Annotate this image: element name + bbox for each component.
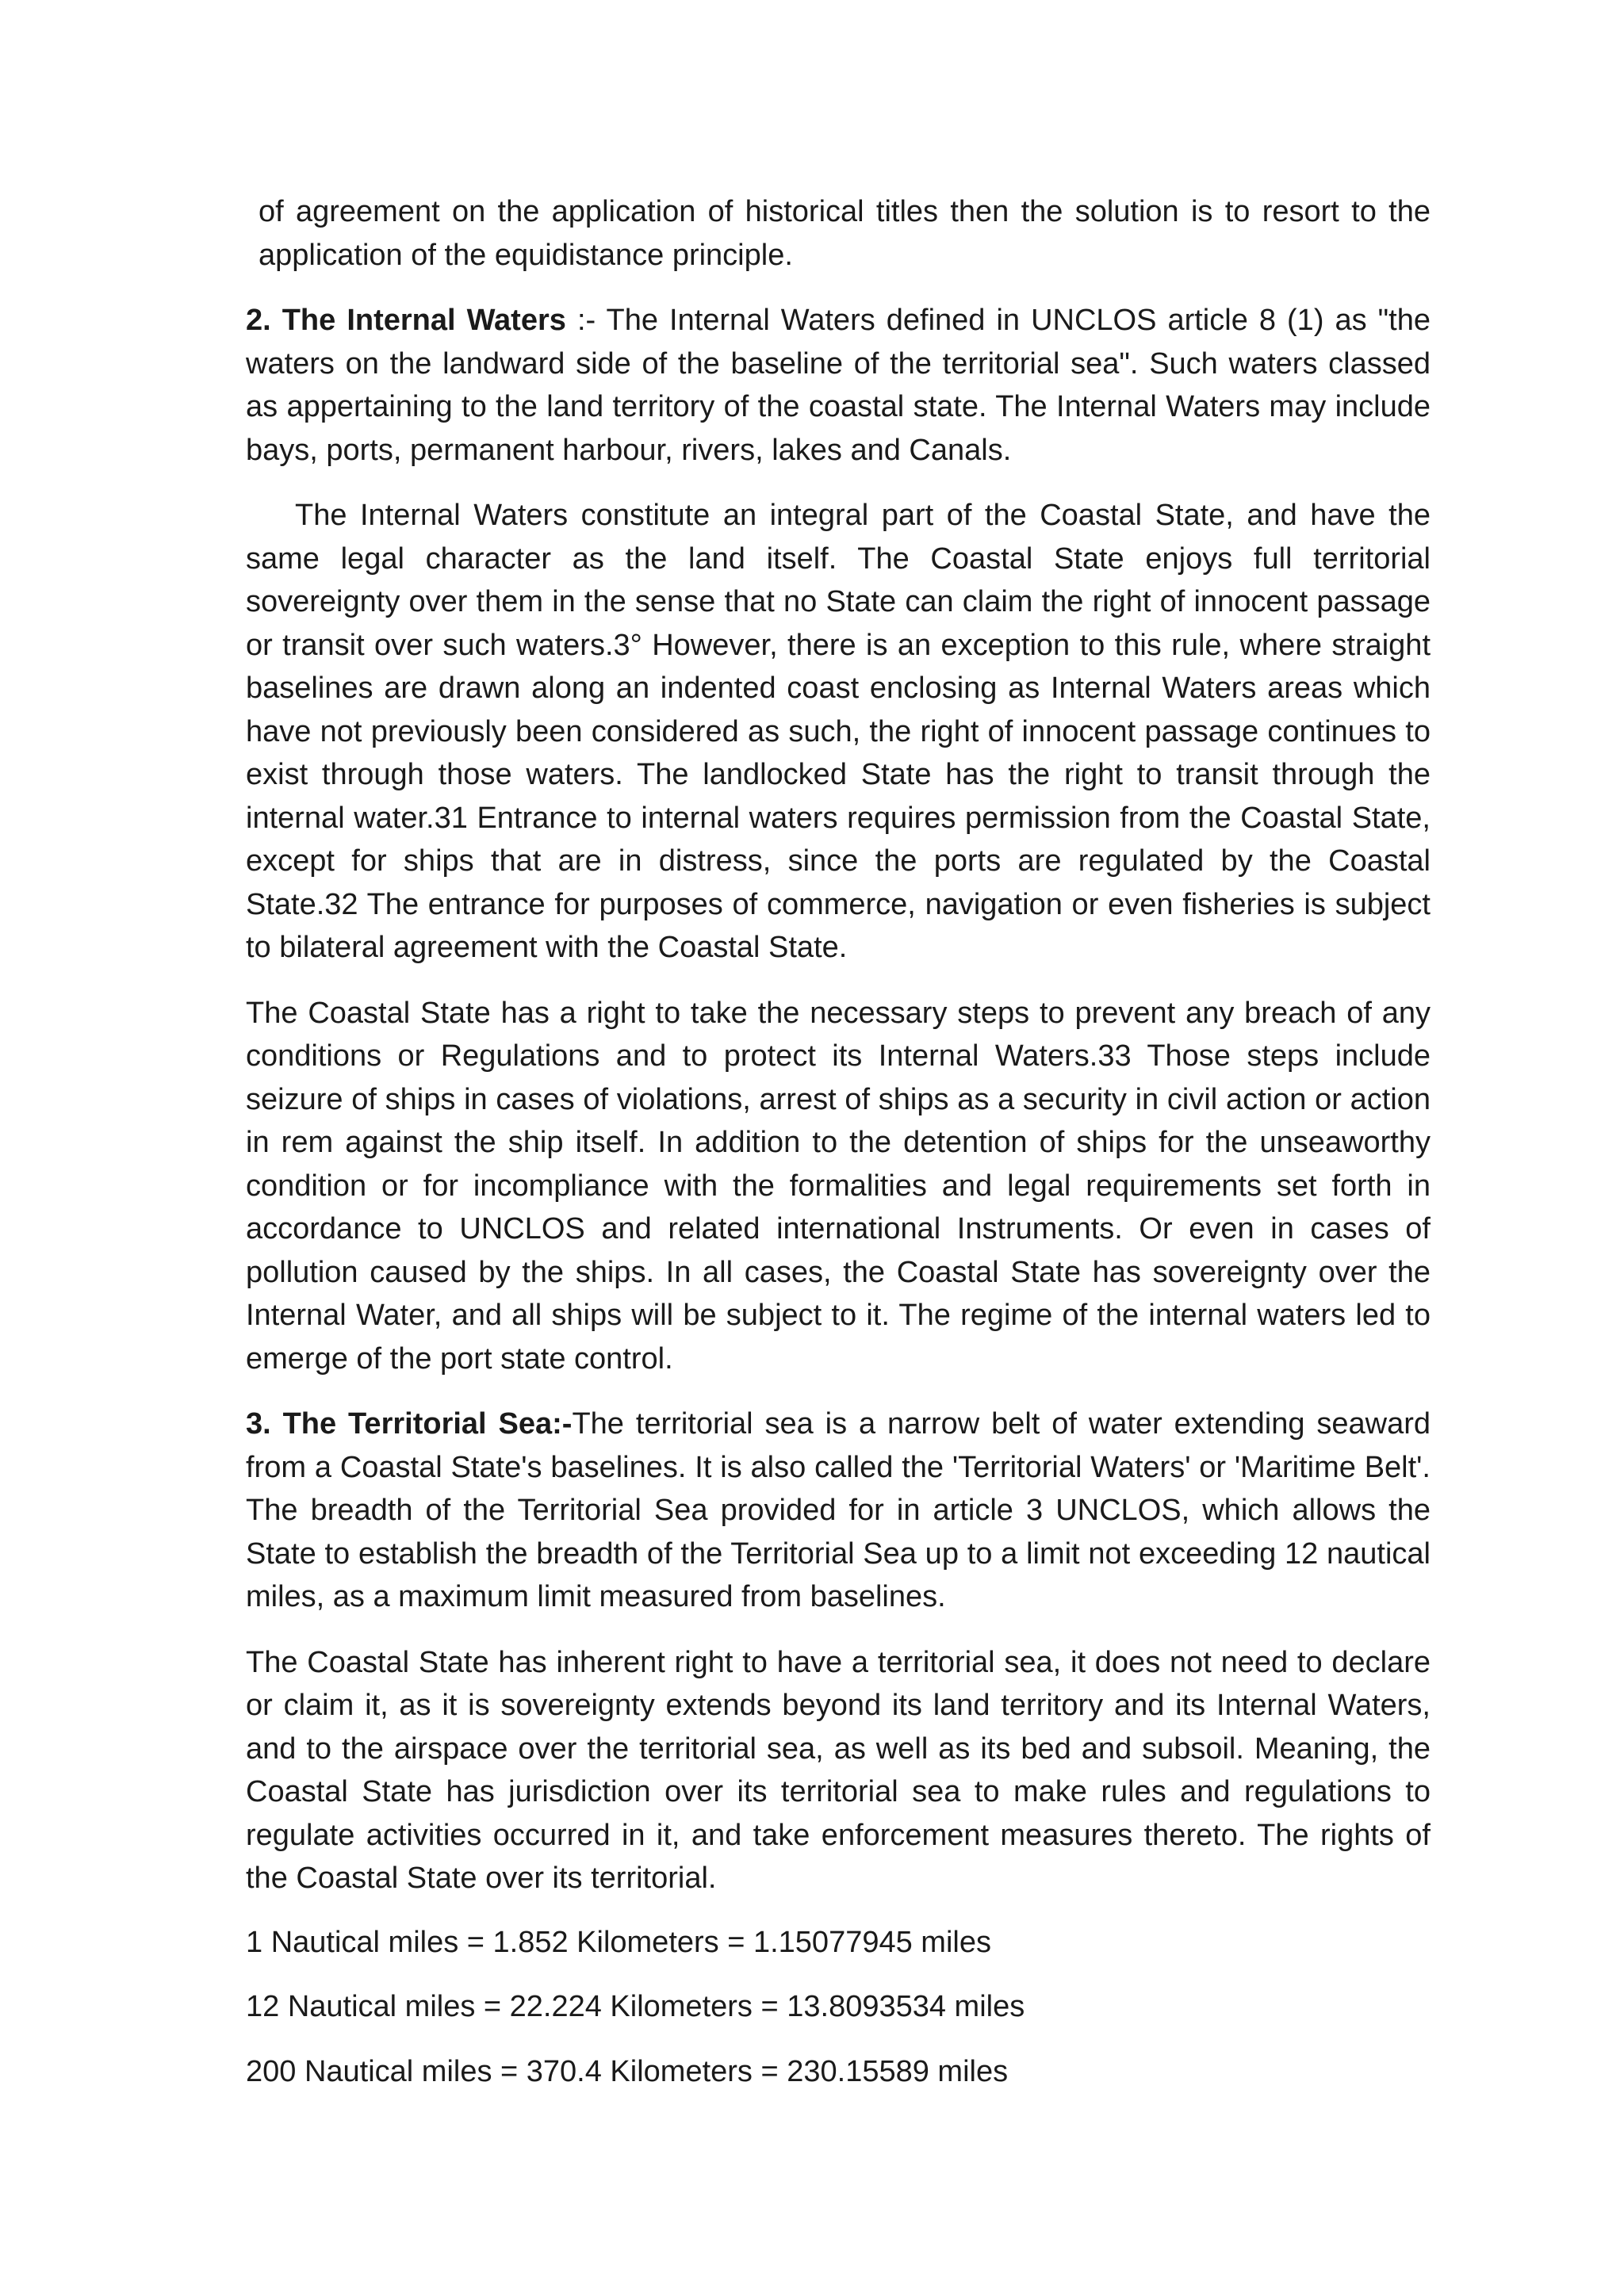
document-page <box>246 190 1431 2093</box>
paragraph-continued: of agreement on the application of historical titles then the solution is to resort to the application of the equidistance principle. <box>259 195 1431 272</box>
section-heading-territorial-sea: 3. The Territorial Sea:- <box>246 1407 573 1441</box>
conversion-line: 1 Nautical miles = 1.852 Kilometers = 1.15077945 miles <box>246 1925 991 1959</box>
section-heading-internal-waters: 2. The Internal Waters <box>246 304 566 337</box>
paragraph-text: :- The Internal Waters defined in UNCLOS article 8 (1) as "the waters on the landward side of the baseline of the territorial sea". Such waters classed as appertaining to the land territory of the coastal state. The Internal Waters may include bays, ports, permanent harbour, rivers, lakes and Canals. <box>246 304 1431 467</box>
paragraph-text: The territorial sea is a narrow belt of water extending seaward from a Coastal State's baselines. It is also called the 'Territorial Waters' or 'Maritime Belt'. The breadth of the Territorial Sea provided for in article 3 UNCLOS, which allows the State to establish the breadth of the Territorial Sea up to a limit not exceeding 12 nautical miles, as a maximum limit measured from baselines. <box>246 1407 1431 1613</box>
paragraph-internal-waters-character: The Internal Waters constitute an integral part of the Coastal State, and have the same legal character as the land itself. The Coastal State enjoys full territorial sovereignty over them in the sense that no State can claim the right of innocent passage or transit over such waters.3° However, there is an exception to this rule, where straight baselines are drawn along an indented coast enclosing as Internal Waters areas which have not previously been considered as such, the right of innocent passage continues to exist through those waters. The landlocked State has the right to transit through the internal water.31 Entrance to internal waters requires permission from the Coastal State, except for ships that are in distress, since the ports are regulated by the Coastal State.32 The entrance for purposes of commerce, navigation or even fisheries is subject to bilateral agreement with the Coastal State. <box>246 499 1431 964</box>
paragraph-internal-waters-rights: The Coastal State has a right to take the necessary steps to prevent any breach of any conditions or Regulations and to protect its Internal Waters.33 Those steps include seizure of ships in cases of violations, arrest of ships as a security in civil action or action in rem against the ship itself. In addition to the detention of ships for the unseaworthy condition or for incompliance with the formalities and legal requirements set forth in accordance to UNCLOS and related international Instruments. Or even in cases of pollution caused by the ships. In all cases, the Coastal State has sovereignty over the Internal Water, and all ships will be subject to it. The regime of the internal waters led to emerge of the port state control. <box>246 996 1431 1376</box>
conversion-line: 12 Nautical miles = 22.224 Kilometers = 13.8093534 miles <box>246 1990 1025 2023</box>
conversion-line: 200 Nautical miles = 370.4 Kilometers = 230.15589 miles <box>246 2054 1009 2088</box>
paragraph-territorial-sea-definition <box>246 1402 1431 1619</box>
conversion-list <box>246 1921 1431 2094</box>
paragraph-territorial-sea-rights: The Coastal State has inherent right to have a territorial sea, it does not need to declare or claim it, as it is sovereignty extends beyond its land territory and its Internal Waters, and to the airspace over the territorial sea, as well as its bed and subsoil. Meaning, the Coastal State has jurisdiction over its territorial sea to make rules and regulations to regulate activities occurred in it, and take enforcement measures thereto. The rights of the Coastal State over its territorial. <box>246 1645 1431 1895</box>
paragraph-internal-waters-definition <box>246 299 1431 472</box>
